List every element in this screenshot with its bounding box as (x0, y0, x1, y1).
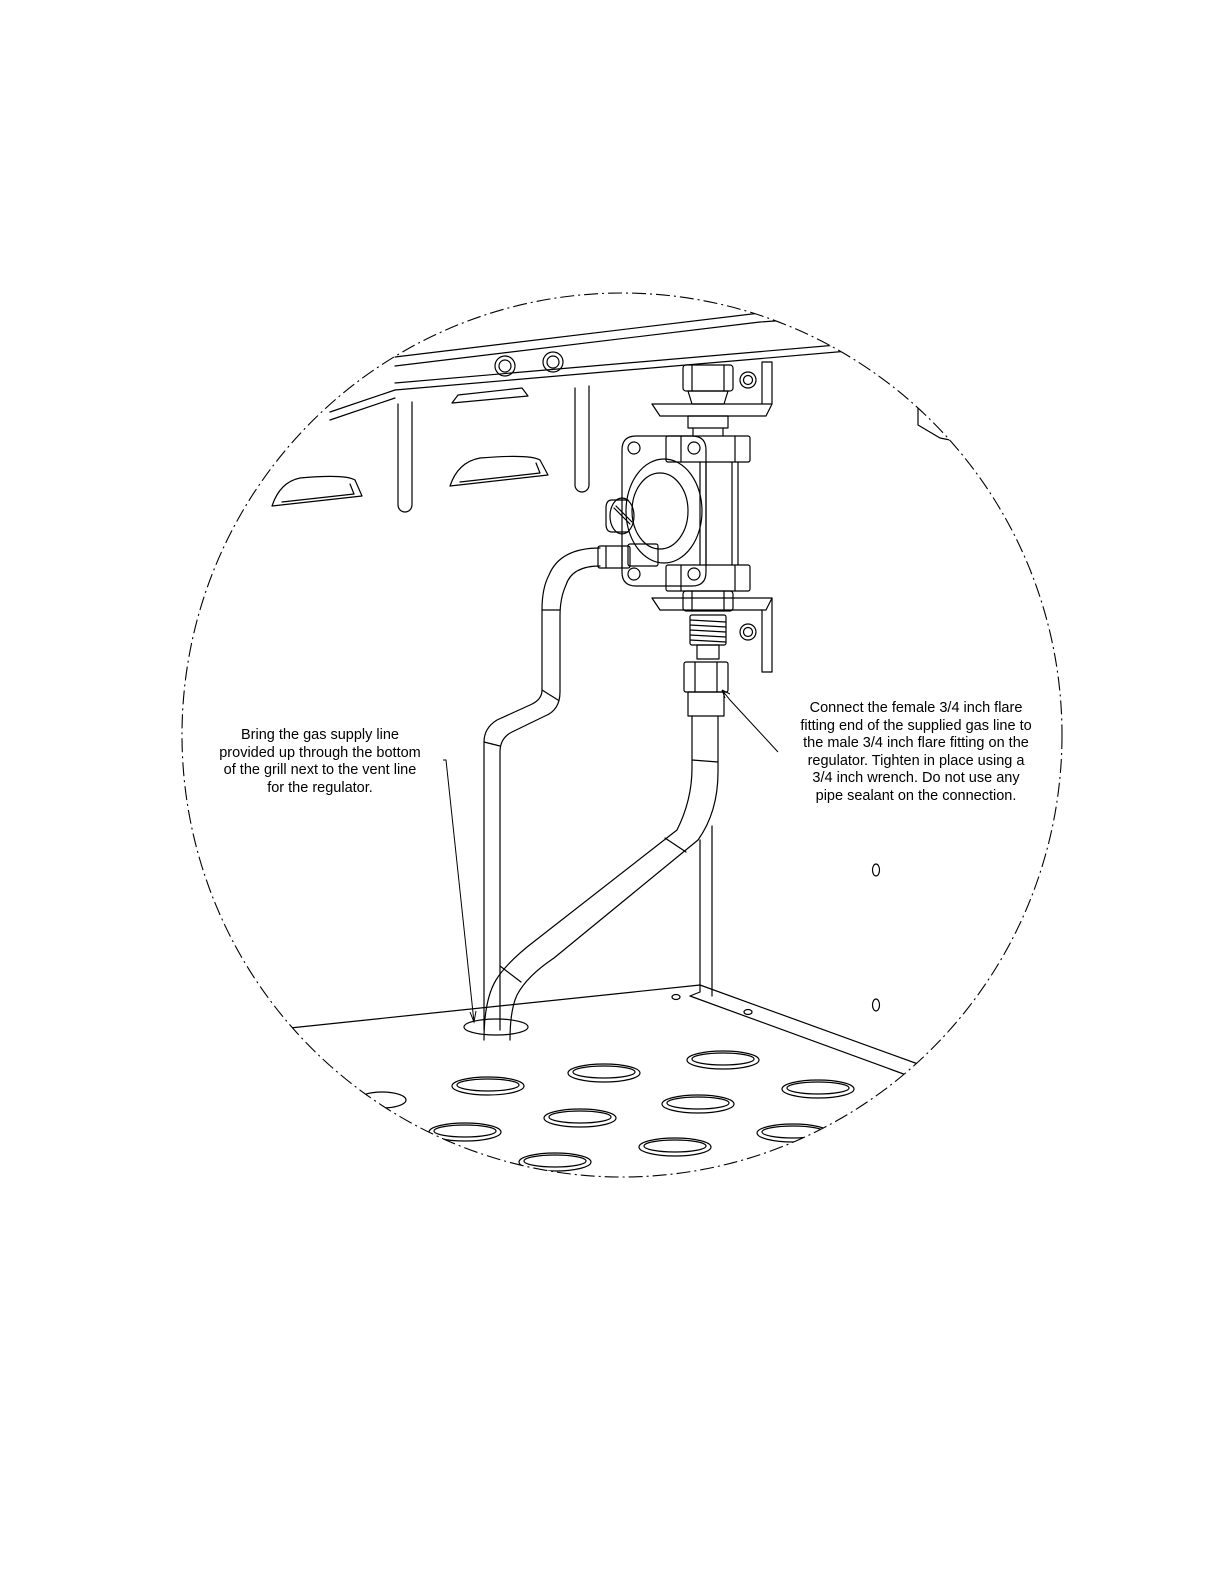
callout-right-line: pipe sealant on the connection. (815, 787, 1017, 804)
hanging-rod-left (398, 402, 412, 512)
hanging-rod-right (575, 386, 589, 492)
regulator-adjust-cap (606, 498, 634, 534)
callout-right-line: the male 3/4 inch flare fitting on the (803, 735, 1029, 751)
callout-right-line: regulator. Tighten in place using a (807, 752, 1025, 769)
side-panel-edge (700, 826, 712, 996)
gas-supply-line (484, 716, 718, 1040)
female-flare-nut (684, 662, 728, 716)
leader-right (722, 690, 778, 752)
callout-left-line: Bring the gas supply line (241, 727, 399, 743)
vent-line (484, 548, 600, 1030)
upper-hex-nut (683, 365, 733, 436)
air-slot-left (272, 476, 362, 506)
callout-right-line: Connect the female 3/4 inch flare (809, 700, 1023, 716)
regulator-body (666, 436, 750, 591)
callout-left-line: of the grill next to the vent line (223, 762, 417, 778)
callout-left-line: for the regulator. (267, 779, 373, 796)
side-hole-lower (873, 999, 880, 1011)
regulator-diaphragm (622, 436, 706, 586)
callout-left-line: provided up through the bottom (219, 744, 421, 761)
male-flare-fitting (683, 591, 733, 659)
corner-bracket (918, 405, 950, 440)
leader-left (443, 760, 476, 1022)
rail-slot (452, 388, 528, 403)
air-slot-right (450, 456, 548, 486)
callout-flare-connection (782, 700, 1050, 805)
callout-right-line: fitting end of the supplied gas line to (800, 717, 1032, 734)
side-hole-upper (873, 864, 880, 876)
vent-fitting (598, 544, 658, 568)
callout-right-line: 3/4 inch wrench. Do not use any (812, 770, 1020, 786)
floor-vent-holes (358, 1051, 854, 1171)
lower-mounting-bracket (652, 598, 772, 672)
upper-mounting-bracket (652, 362, 772, 416)
callout-supply-line (200, 727, 440, 797)
